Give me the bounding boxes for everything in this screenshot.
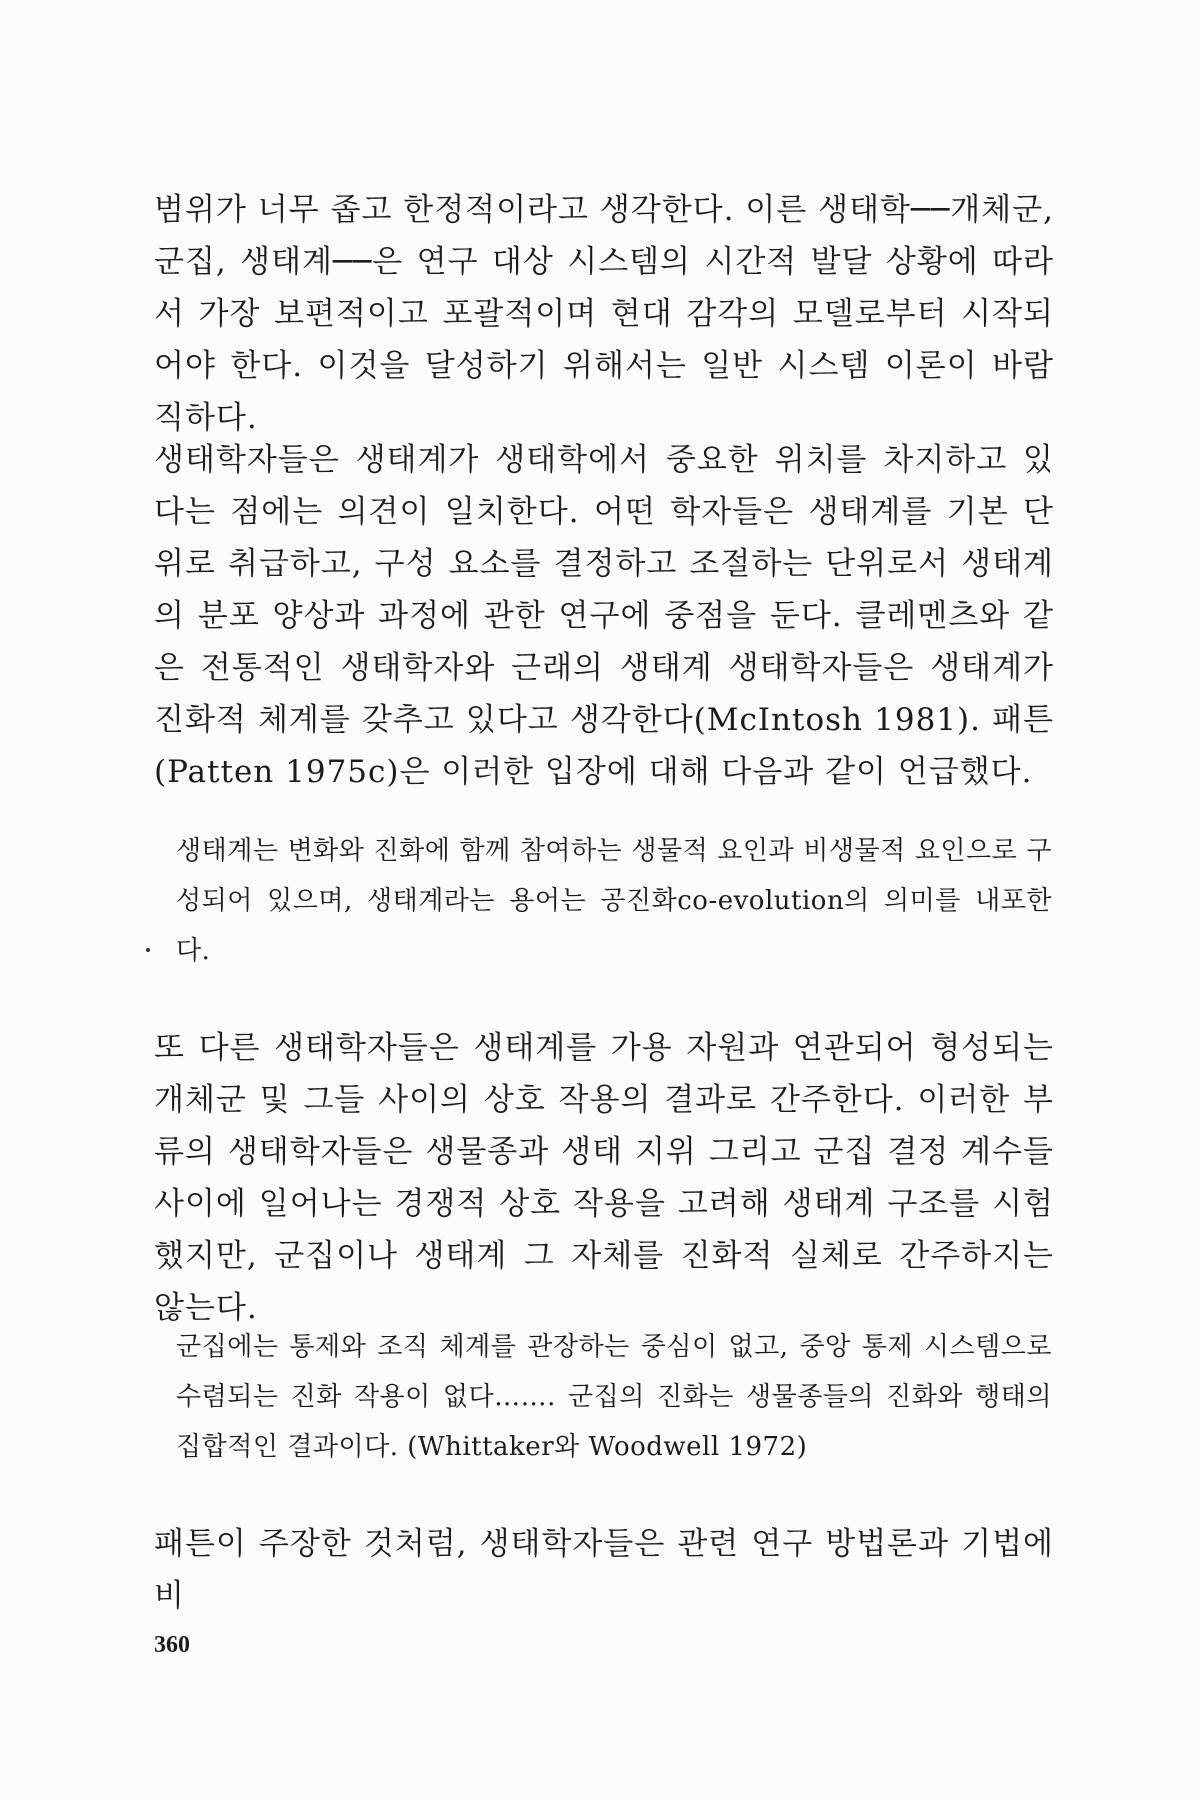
body-paragraph-1: 범위가 너무 좁고 한정적이라고 생각한다. 이른 생태학──개체군, 군집, 생태계──은 연구 대상 시스템의 시간적 발달 상황에 따라서 가장 보편적이고 포괄적이며 현대 감각의 모델로부터 시작되어야 한다. 이것을 달성하기 위해서는 일반 시스템 이론이 바람직하다. (154, 192, 1054, 436)
stray-mark (146, 948, 150, 952)
body-paragraph-2: 생태학자들은 생태계가 생태학에서 중요한 위치를 차지하고 있다는 점에는 의견이 일치한다. 어떤 학자들은 생태계를 기본 단위로 취급하고, 구성 요소를 결정하고 조절하는 단위로서 생태계의 분포 양상과 과정에 관한 연구에 중점을 둔다. 클레멘츠와 같은 전통적인 생태학자와 근래의 생태계 생태학자들은 생태계가 진화적 체계를 갖추고 있다고 생각한다(McIntosh 1981). 패튼(Patten 1975c)은 이러한 입장에 대해 다음과 같이 언급했다. (154, 442, 1054, 790)
body-paragraph-4: 패튼이 주장한 것처럼, 생태학자들은 관련 연구 방법론과 기법에 비 (154, 1526, 1054, 1614)
page-number: 360 (154, 1632, 190, 1658)
body-paragraph-3: 또 다른 생태학자들은 생태계를 가용 자원과 연관되어 형성되는 개체군 및 그들 사이의 상호 작용의 결과로 간주한다. 이러한 부류의 생태학자들은 생물종과 생태 지위 그리고 군집 결정 계수들 사이에 일어나는 경쟁적 상호 작용을 고려해 생태계 구조를 시험했지만, 군집이나 생태계 그 자체를 진화적 실체로 간주하지는 않는다. (154, 1030, 1054, 1326)
block-quote-2: 군집에는 통제와 조직 체계를 관장하는 중심이 없고, 중앙 통제 시스템으로 수렴되는 진화 작용이 없다……. 군집의 진화는 생물종들의 진화와 행태의 집합적인 결과이다. (Whittaker와 Woodwell 1972) (176, 1332, 1052, 1462)
block-quote-1: 생태계는 변화와 진화에 함께 참여하는 생물적 요인과 비생물적 요인으로 구성되어 있으며, 생태계라는 용어는 공진화co-evolution의 의미를 내포한다. (176, 836, 1052, 966)
